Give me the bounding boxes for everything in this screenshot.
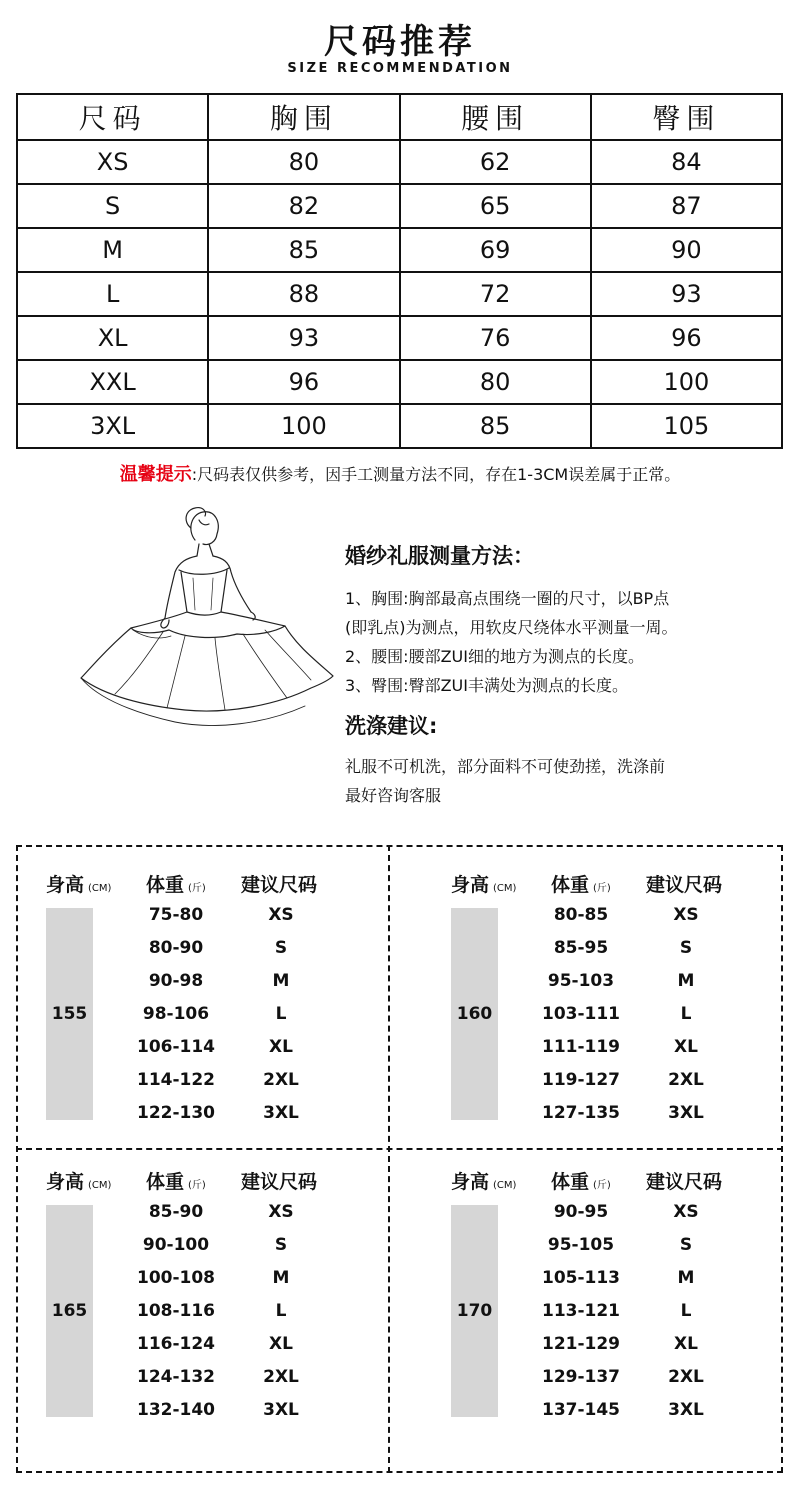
col-height-label: 身高 <box>46 874 85 896</box>
cell-bust: 82 <box>208 184 399 228</box>
suggested-size: 3XL <box>263 1103 299 1123</box>
weight-range: 95-105 <box>547 1235 615 1255</box>
suggested-size: XL <box>269 1334 293 1354</box>
suggested-size: S <box>274 1235 288 1255</box>
header-waist: 腰围 <box>400 94 591 140</box>
wash-line: 最好咨询客服 <box>345 786 442 805</box>
cell-waist: 62 <box>400 140 591 184</box>
header-bust: 胸围 <box>208 94 399 140</box>
suggested-size: S <box>679 1235 693 1255</box>
tip-colon: : <box>191 465 198 484</box>
weight-range: 116-124 <box>136 1334 216 1354</box>
list-item <box>126 899 366 932</box>
suggested-size: XS <box>268 1202 294 1222</box>
col-height-label: 身高 <box>46 1171 85 1193</box>
col-height-unit: (CM) <box>493 1180 517 1191</box>
size-table <box>16 93 783 449</box>
col-weight-header <box>551 870 611 897</box>
weight-range: 90-95 <box>553 1202 609 1222</box>
suggested-size: L <box>680 1004 692 1024</box>
suggested-size: S <box>679 938 693 958</box>
table-row <box>17 360 782 404</box>
col-height-header <box>451 870 516 897</box>
cell-bust: 88 <box>208 272 399 316</box>
measure-instructions <box>345 540 765 700</box>
col-height-header <box>46 870 111 897</box>
col-height-label: 身高 <box>451 1171 490 1193</box>
cell-hip: 93 <box>591 272 782 316</box>
cell-bust: 100 <box>208 404 399 448</box>
cell-hip: 84 <box>591 140 782 184</box>
weight-range: 132-140 <box>136 1400 216 1420</box>
height-value: 155 <box>46 908 93 1120</box>
suggested-size: 3XL <box>263 1400 299 1420</box>
col-weight-label: 体重 <box>146 1171 185 1193</box>
weight-range: 95-103 <box>547 971 615 991</box>
list-item <box>126 998 366 1031</box>
list-item <box>531 1295 771 1328</box>
list-item <box>126 1229 366 1262</box>
cell-waist: 76 <box>400 316 591 360</box>
vertical-divider <box>388 845 390 1473</box>
measure-line: (即乳点)为测点，用软皮尺绕体水平测量一周。 <box>345 618 678 637</box>
list-item <box>126 1262 366 1295</box>
weight-range: 122-130 <box>136 1103 216 1123</box>
list-item <box>126 932 366 965</box>
header-size: 尺码 <box>17 94 208 140</box>
table-row <box>17 228 782 272</box>
cell-waist: 65 <box>400 184 591 228</box>
col-weight-unit: (斤) <box>593 1180 611 1191</box>
recommend-group-160 <box>421 845 791 1145</box>
weight-range: 119-127 <box>541 1070 621 1090</box>
table-row <box>17 140 782 184</box>
height-value: 170 <box>451 1205 498 1417</box>
weight-range: 100-108 <box>136 1268 216 1288</box>
list-item <box>126 1328 366 1361</box>
col-height-header <box>451 1167 516 1194</box>
weight-range: 85-90 <box>148 1202 204 1222</box>
size-table-header <box>17 94 782 140</box>
cell-size: S <box>17 184 208 228</box>
page-title: 尺码推荐 <box>324 22 476 62</box>
col-size-header: 建议尺码 <box>241 1171 318 1193</box>
cell-bust: 80 <box>208 140 399 184</box>
col-size-header: 建议尺码 <box>646 1171 723 1193</box>
table-row <box>17 316 782 360</box>
col-height-unit: (CM) <box>88 1180 112 1191</box>
col-weight-unit: (斤) <box>188 1180 206 1191</box>
list-item <box>531 1031 771 1064</box>
suggested-size: 2XL <box>668 1070 704 1090</box>
cell-waist: 85 <box>400 404 591 448</box>
measure-line: 3、臀围:臀部ZUI丰满处为测点的长度。 <box>345 676 628 695</box>
suggested-size: M <box>677 971 695 991</box>
cell-bust: 96 <box>208 360 399 404</box>
list-item <box>126 1064 366 1097</box>
col-height-unit: (CM) <box>493 883 517 894</box>
weight-range: 90-100 <box>142 1235 210 1255</box>
suggested-size: XL <box>674 1334 698 1354</box>
col-weight-header <box>146 870 206 897</box>
page-subtitle: SIZE RECOMMENDATION <box>287 61 513 76</box>
cell-waist: 72 <box>400 272 591 316</box>
cell-size: XXL <box>17 360 208 404</box>
table-row <box>17 184 782 228</box>
weight-range: 121-129 <box>541 1334 621 1354</box>
wedding-dress-illustration <box>75 500 335 735</box>
list-item <box>531 1328 771 1361</box>
cell-hip: 100 <box>591 360 782 404</box>
col-weight-label: 体重 <box>146 874 185 896</box>
cell-hip: 90 <box>591 228 782 272</box>
list-item <box>126 1361 366 1394</box>
header-hip: 臀围 <box>591 94 782 140</box>
weight-range: 114-122 <box>136 1070 216 1090</box>
suggested-size: L <box>275 1301 287 1321</box>
suggested-size: XS <box>673 1202 699 1222</box>
wash-advice <box>345 710 765 810</box>
weight-range: 124-132 <box>136 1367 216 1387</box>
table-row <box>17 272 782 316</box>
col-height-unit: (CM) <box>88 883 112 894</box>
wash-line: 礼服不可机洗，部分面料不可使劲搓，洗涤前 <box>345 757 666 776</box>
suggested-size: 3XL <box>668 1400 704 1420</box>
cell-bust: 85 <box>208 228 399 272</box>
suggested-size: XS <box>268 905 294 925</box>
table-row <box>17 404 782 448</box>
col-weight-label: 体重 <box>551 1171 590 1193</box>
suggested-size: 3XL <box>668 1103 704 1123</box>
weight-range: 90-98 <box>148 971 204 991</box>
suggested-size: 2XL <box>668 1367 704 1387</box>
list-item <box>531 1394 771 1427</box>
suggested-size: M <box>272 1268 290 1288</box>
height-value: 160 <box>451 908 498 1120</box>
weight-range: 105-113 <box>541 1268 621 1288</box>
weight-range: 80-90 <box>148 938 204 958</box>
list-item <box>531 998 771 1031</box>
recommend-group-165 <box>16 1142 386 1442</box>
cell-size: XS <box>17 140 208 184</box>
cell-waist: 69 <box>400 228 591 272</box>
list-item <box>531 932 771 965</box>
suggested-size: M <box>677 1268 695 1288</box>
list-item <box>531 1196 771 1229</box>
cell-bust: 93 <box>208 316 399 360</box>
weight-range: 129-137 <box>541 1367 621 1387</box>
measure-line: 1、胸围:胸部最高点围绕一圈的尺寸，以BP点 <box>345 589 670 608</box>
col-weight-label: 体重 <box>551 874 590 896</box>
list-item <box>126 1196 366 1229</box>
cell-hip: 87 <box>591 184 782 228</box>
col-height-header <box>46 1167 111 1194</box>
col-weight-header <box>146 1167 206 1194</box>
weight-range: 85-95 <box>553 938 609 958</box>
weight-range: 108-116 <box>136 1301 216 1321</box>
list-item <box>531 899 771 932</box>
suggested-size: XS <box>673 905 699 925</box>
list-item <box>531 1064 771 1097</box>
cell-waist: 80 <box>400 360 591 404</box>
tip-text: 尺码表仅供参考，因手工测量方法不同，存在1-3CM误差属于正常。 <box>197 465 681 484</box>
col-height-label: 身高 <box>451 874 490 896</box>
height-value: 165 <box>46 1205 93 1417</box>
wash-title: 洗涤建议: <box>345 714 438 738</box>
list-item <box>531 1229 771 1262</box>
measure-title: 婚纱礼服测量方法： <box>345 544 534 568</box>
col-weight-unit: (斤) <box>188 883 206 894</box>
weight-range: 106-114 <box>136 1037 216 1057</box>
list-item <box>531 1361 771 1394</box>
measure-line: 2、腰围:腰部ZUI细的地方为测点的长度。 <box>345 647 644 666</box>
tip-label: 温馨提示 <box>119 464 192 485</box>
weight-range: 75-80 <box>148 905 204 925</box>
recommend-group-170 <box>421 1142 791 1442</box>
cell-size: M <box>17 228 208 272</box>
list-item <box>126 1295 366 1328</box>
suggested-size: L <box>275 1004 287 1024</box>
tip-note <box>0 460 800 486</box>
col-weight-header <box>551 1167 611 1194</box>
weight-range: 98-106 <box>142 1004 210 1024</box>
suggested-size: 2XL <box>263 1070 299 1090</box>
col-size-header: 建议尺码 <box>241 874 318 896</box>
suggested-size: L <box>680 1301 692 1321</box>
weight-range: 113-121 <box>541 1301 621 1321</box>
list-item <box>531 1262 771 1295</box>
cell-hip: 105 <box>591 404 782 448</box>
suggested-size: S <box>274 938 288 958</box>
weight-range: 103-111 <box>541 1004 621 1024</box>
list-item <box>531 965 771 998</box>
cell-size: XL <box>17 316 208 360</box>
suggested-size: XL <box>269 1037 293 1057</box>
col-size-header: 建议尺码 <box>646 874 723 896</box>
cell-hip: 96 <box>591 316 782 360</box>
suggested-size: 2XL <box>263 1367 299 1387</box>
recommend-group-155 <box>16 845 386 1145</box>
cell-size: L <box>17 272 208 316</box>
weight-range: 127-135 <box>541 1103 621 1123</box>
list-item <box>126 1031 366 1064</box>
cell-size: 3XL <box>17 404 208 448</box>
suggested-size: XL <box>674 1037 698 1057</box>
list-item <box>126 1394 366 1427</box>
list-item <box>126 965 366 998</box>
list-item <box>531 1097 771 1130</box>
weight-range: 111-119 <box>541 1037 621 1057</box>
list-item <box>126 1097 366 1130</box>
weight-range: 80-85 <box>553 905 609 925</box>
suggested-size: M <box>272 971 290 991</box>
col-weight-unit: (斤) <box>593 883 611 894</box>
weight-range: 137-145 <box>541 1400 621 1420</box>
